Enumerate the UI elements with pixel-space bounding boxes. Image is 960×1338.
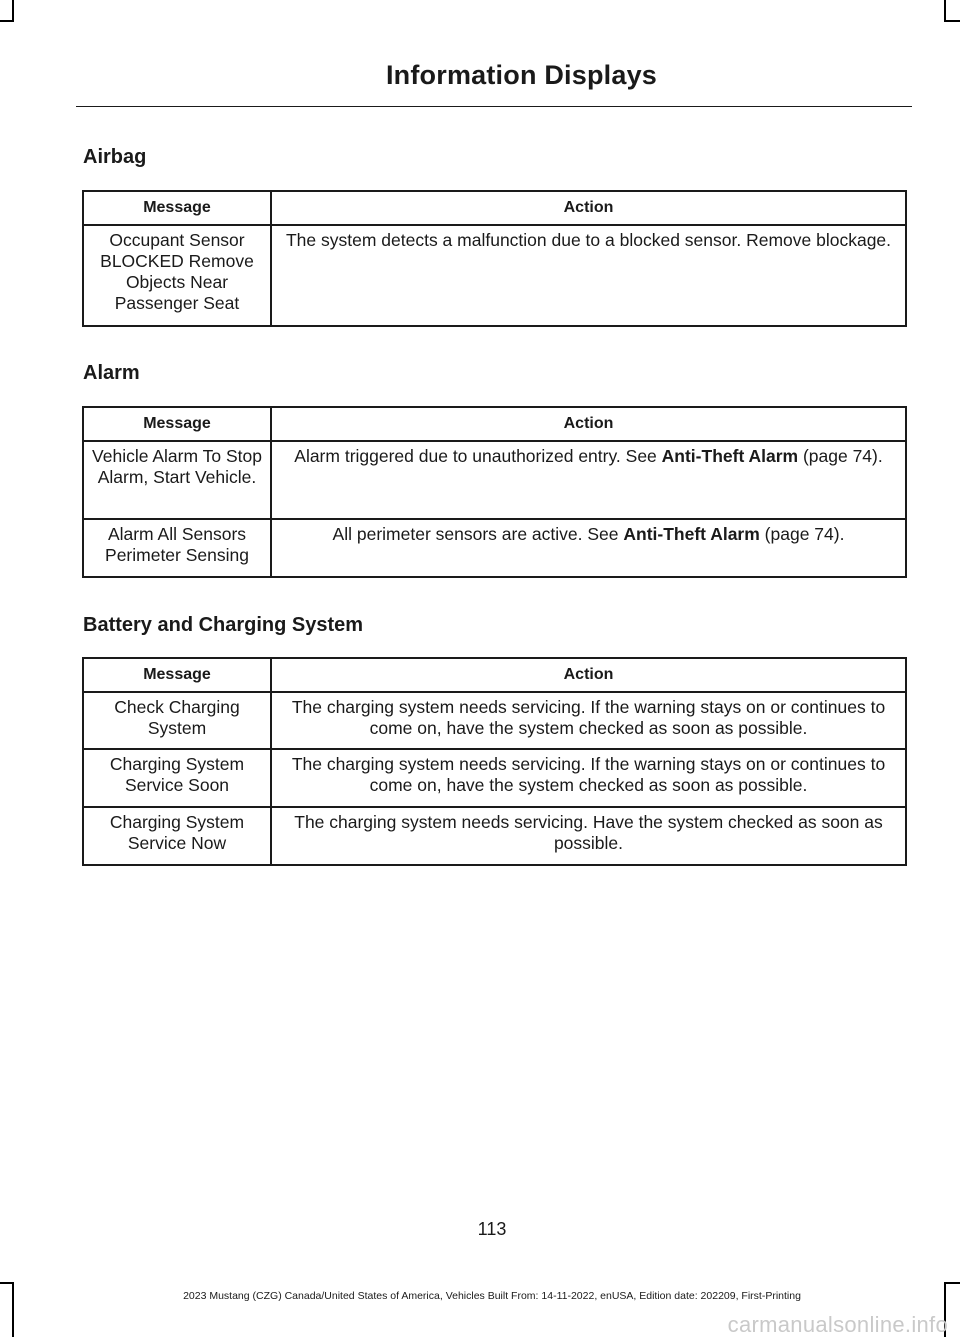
action-link[interactable]: Anti-Theft Alarm — [661, 446, 799, 466]
watermark: carmanualsonline.info — [727, 1312, 948, 1337]
action-cell — [271, 441, 906, 519]
action-cell — [271, 692, 906, 749]
action-page-ref: (page 74). — [798, 446, 883, 466]
alarm-table — [82, 406, 907, 578]
action-text: All perimeter sensors are active. See — [332, 524, 624, 544]
crop-mark-bottom-left-h — [0, 1282, 14, 1284]
table-row — [83, 749, 906, 807]
crop-mark-top-right-h — [944, 20, 960, 22]
page-number: 113 — [477, 1219, 507, 1239]
action-cell — [271, 225, 906, 326]
column-header-action: Action — [271, 407, 906, 441]
crop-mark-top-left — [12, 0, 14, 20]
table-row — [83, 225, 906, 326]
table-row — [83, 692, 906, 749]
action-text: The charging system needs servicing. Have the system checked as soon as possible. — [294, 812, 883, 853]
action-cell — [271, 807, 906, 865]
action-text: The charging system needs servicing. If the warning stays on or continues to come on, have the system checked as soon as possible. — [291, 697, 886, 738]
header-divider — [76, 106, 912, 107]
message-cell: Alarm All Sensors Perimeter Sensing — [83, 519, 271, 577]
section-heading-battery-charging: Battery and Charging System — [83, 614, 364, 636]
column-header-message: Message — [83, 407, 271, 441]
crop-mark-top-left-h — [0, 20, 14, 22]
edition-footer: 2023 Mustang (CZG) Canada/United States of America, Vehicles Built From: 14-11-2022, enUSA, Edition date: 202209, First-Printing — [183, 1290, 801, 1302]
message-cell: Check Charging System — [83, 692, 271, 749]
message-cell: Vehicle Alarm To Stop Alarm, Start Vehicle. — [83, 441, 271, 519]
action-link[interactable]: Anti-Theft Alarm — [623, 524, 760, 544]
crop-mark-bottom-right-h — [944, 1282, 960, 1284]
table-row — [83, 519, 906, 577]
action-text: Alarm triggered due to unauthorized entry. See — [294, 446, 662, 466]
action-cell — [271, 749, 906, 807]
table-row — [83, 441, 906, 519]
message-cell: Charging System Service Now — [83, 807, 271, 865]
table-header-row — [83, 407, 906, 441]
message-cell: Occupant Sensor BLOCKED Remove Objects Near Passenger Seat — [83, 225, 271, 326]
action-page-ref: (page 74). — [759, 524, 845, 544]
action-cell — [271, 519, 906, 577]
section-heading-alarm: Alarm — [83, 362, 140, 384]
column-header-message: Message — [83, 658, 271, 692]
table-header-row — [83, 191, 906, 225]
action-text: The system detects a malfunction due to a blocked sensor. Remove blockage. — [285, 230, 892, 250]
airbag-table — [82, 190, 907, 327]
column-header-message: Message — [83, 191, 271, 225]
section-heading-airbag: Airbag — [83, 146, 147, 168]
battery-charging-table — [82, 657, 907, 866]
action-text: The charging system needs servicing. If the warning stays on or continues to come on, have the system checked as soon as possible. — [291, 754, 886, 795]
message-cell: Charging System Service Soon — [83, 749, 271, 807]
crop-mark-top-right — [944, 0, 946, 20]
page-title: Information Displays — [385, 60, 657, 90]
column-header-action: Action — [271, 658, 906, 692]
table-header-row — [83, 658, 906, 692]
column-header-action: Action — [271, 191, 906, 225]
table-row — [83, 807, 906, 865]
